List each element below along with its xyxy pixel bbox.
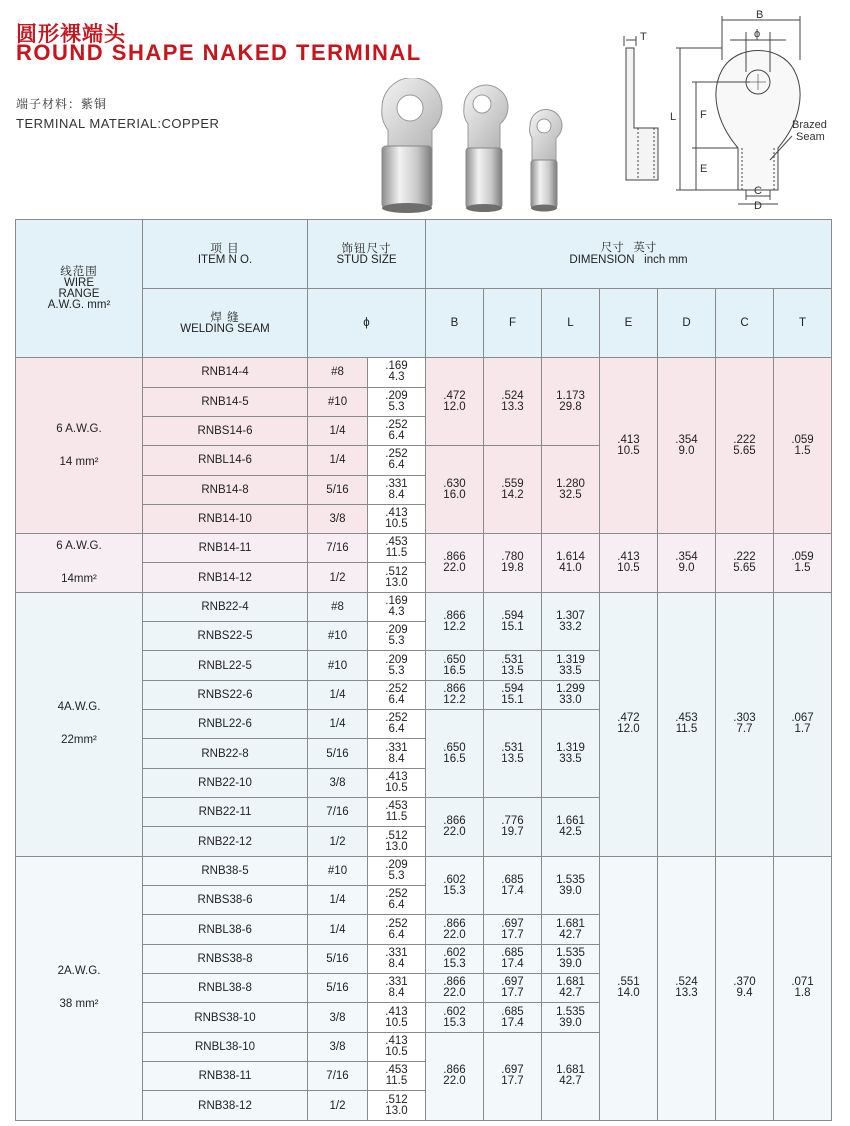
item-number: RNB14-12	[143, 563, 308, 592]
dim-b: .866 12.2	[426, 680, 484, 709]
wire-range-cell: 6 A.W.G. 14 mm²	[16, 358, 143, 534]
header-dimension: 尺寸 英寸 DIMENSION inch mm	[426, 220, 832, 289]
dim-f: .697 17.7	[484, 1032, 542, 1120]
terminal-photo	[360, 78, 580, 218]
dim-l: 1.535 39.0	[542, 856, 600, 915]
dim-f: .531 13.5	[484, 651, 542, 680]
stud-diameter: .252 6.4	[368, 915, 426, 944]
stud-size: #8	[308, 358, 368, 387]
stud-size: 5/16	[308, 475, 368, 504]
stud-size: 1/2	[308, 1091, 368, 1121]
dim-b: .602 15.3	[426, 1003, 484, 1032]
dim-t: .071 1.8	[774, 856, 832, 1120]
stud-diameter: .512 13.0	[368, 827, 426, 856]
dim-b: .650 16.5	[426, 651, 484, 680]
dim-b: .866 22.0	[426, 798, 484, 857]
dim-b: .630 16.0	[426, 446, 484, 534]
stud-size: #10	[308, 651, 368, 680]
dim-e: .413 10.5	[600, 358, 658, 534]
header-t: T	[774, 289, 832, 358]
stud-diameter: .252 6.4	[368, 446, 426, 475]
header-phi: ϕ	[308, 289, 426, 358]
stud-diameter: .209 5.3	[368, 387, 426, 416]
material-en: TERMINAL MATERIAL:COPPER	[16, 116, 220, 131]
dim-b: .866 22.0	[426, 534, 484, 593]
stud-size: #8	[308, 592, 368, 621]
item-number: RNBS22-5	[143, 622, 308, 651]
dim-l: 1.299 33.0	[542, 680, 600, 709]
dim-b: .866 22.0	[426, 1032, 484, 1120]
dim-f: .559 14.2	[484, 446, 542, 534]
stud-size: 1/4	[308, 915, 368, 944]
dim-f: .531 13.5	[484, 710, 542, 798]
dim-c: .222 5.65	[716, 358, 774, 534]
item-number: RNB14-8	[143, 475, 308, 504]
item-number: RNB38-5	[143, 856, 308, 885]
wire-range-cell: 6 A.W.G. 14mm²	[16, 534, 143, 593]
dim-l: 1.681 42.7	[542, 915, 600, 944]
dim-b: .866 12.2	[426, 592, 484, 651]
stud-diameter: .413 10.5	[368, 768, 426, 797]
dim-c: .222 5.65	[716, 534, 774, 593]
item-number: RNBL22-5	[143, 651, 308, 680]
dim-f: .685 17.4	[484, 1003, 542, 1032]
item-number: RNBS14-6	[143, 416, 308, 445]
stud-diameter: .252 6.4	[368, 416, 426, 445]
stud-diameter: .413 10.5	[368, 1003, 426, 1032]
label-phi: ϕ	[754, 28, 761, 40]
dim-t: .067 1.7	[774, 592, 832, 856]
stud-diameter: .252 6.4	[368, 886, 426, 915]
item-number: RNB38-12	[143, 1091, 308, 1121]
dim-b: .866 22.0	[426, 974, 484, 1003]
stud-diameter: .252 6.4	[368, 680, 426, 709]
item-number: RNBL38-8	[143, 974, 308, 1003]
dim-f: .524 13.3	[484, 358, 542, 446]
page-title: ROUND SHAPE NAKED TERMINAL	[16, 40, 422, 65]
stud-size: #10	[308, 387, 368, 416]
stud-size: 1/4	[308, 886, 368, 915]
dim-f: .685 17.4	[484, 944, 542, 973]
dim-l: 1.681 42.7	[542, 1032, 600, 1120]
label-d: D	[754, 200, 762, 210]
dim-b: .602 15.3	[426, 856, 484, 915]
label-seam: Seam	[796, 131, 825, 143]
stud-size: 1/2	[308, 563, 368, 592]
stud-diameter: .209 5.3	[368, 856, 426, 885]
dim-f: .697 17.7	[484, 974, 542, 1003]
item-number: RNB22-10	[143, 768, 308, 797]
label-e: E	[700, 163, 708, 175]
label-t: T	[640, 31, 647, 43]
header-welding-seam: 焊 缝 WELDING SEAM	[143, 289, 308, 358]
stud-size: 3/8	[308, 504, 368, 533]
dim-b: .602 15.3	[426, 944, 484, 973]
dim-e: .551 14.0	[600, 856, 658, 1120]
header-wire-range: 线范围 WIRE RANGE A.W.G. mm²	[16, 220, 143, 358]
item-number: RNBS38-10	[143, 1003, 308, 1032]
spec-table	[15, 219, 832, 1121]
item-number: RNBS22-6	[143, 680, 308, 709]
stud-size: 5/16	[308, 739, 368, 768]
stud-size: 3/8	[308, 1003, 368, 1032]
dim-l: 1.307 33.2	[542, 592, 600, 651]
dim-c: .303 7.7	[716, 592, 774, 856]
dim-f: .780 19.8	[484, 534, 542, 593]
wire-range-cell: 4A.W.G. 22mm²	[16, 592, 143, 856]
stud-diameter: .331 8.4	[368, 974, 426, 1003]
terminal-medium	[464, 85, 508, 212]
item-number: RNB14-10	[143, 504, 308, 533]
stud-size: 3/8	[308, 768, 368, 797]
stud-diameter: .209 5.3	[368, 622, 426, 651]
dim-t: .059 1.5	[774, 358, 832, 534]
table-row	[16, 358, 832, 387]
header-d: D	[658, 289, 716, 358]
dim-c: .370 9.4	[716, 856, 774, 1120]
stud-size: 1/4	[308, 446, 368, 475]
item-number: RNB22-11	[143, 798, 308, 827]
stud-size: 5/16	[308, 944, 368, 973]
stud-diameter: .413 10.5	[368, 1032, 426, 1061]
stud-size: 5/16	[308, 974, 368, 1003]
stud-diameter: .209 5.3	[368, 651, 426, 680]
item-number: RNB14-5	[143, 387, 308, 416]
label-l: L	[670, 111, 677, 123]
dim-f: .697 17.7	[484, 915, 542, 944]
dim-d: .354 9.0	[658, 534, 716, 593]
stud-size: 3/8	[308, 1032, 368, 1061]
dim-b: .472 12.0	[426, 358, 484, 446]
dim-d: .354 9.0	[658, 358, 716, 534]
dim-f: .685 17.4	[484, 856, 542, 915]
item-number: RNBS38-8	[143, 944, 308, 973]
stud-size: 1/4	[308, 680, 368, 709]
dim-f: .594 15.1	[484, 592, 542, 651]
item-number: RNBL14-6	[143, 446, 308, 475]
dim-l: 1.173 29.8	[542, 358, 600, 446]
item-number: RNBL38-6	[143, 915, 308, 944]
dim-l: 1.280 32.5	[542, 446, 600, 534]
stud-diameter: .252 6.4	[368, 710, 426, 739]
stud-diameter: .512 13.0	[368, 563, 426, 592]
stud-diameter: .453 11.5	[368, 798, 426, 827]
stud-size: 1/4	[308, 416, 368, 445]
dim-d: .453 11.5	[658, 592, 716, 856]
stud-diameter: .453 11.5	[368, 1062, 426, 1091]
dim-l: 1.661 42.5	[542, 798, 600, 857]
header-e: E	[600, 289, 658, 358]
item-number: RNB22-4	[143, 592, 308, 621]
header-l: L	[542, 289, 600, 358]
dim-l: 1.614 41.0	[542, 534, 600, 593]
item-number: RNBL38-10	[143, 1032, 308, 1061]
dim-e: .472 12.0	[600, 592, 658, 856]
label-f: F	[700, 109, 707, 121]
stud-diameter: .331 8.4	[368, 944, 426, 973]
dim-d: .524 13.3	[658, 856, 716, 1120]
stud-diameter: .169 4.3	[368, 592, 426, 621]
stud-diameter: .512 13.0	[368, 1091, 426, 1121]
label-b: B	[756, 10, 764, 21]
stud-diameter: .413 10.5	[368, 504, 426, 533]
dim-f: .594 15.1	[484, 680, 542, 709]
header-f: F	[484, 289, 542, 358]
dimension-drawing	[610, 10, 840, 210]
wire-range-cell: 2A.W.G. 38 mm²	[16, 856, 143, 1120]
label-brazed: Brazed	[792, 119, 827, 131]
item-number: RNB14-11	[143, 534, 308, 563]
header-item: 项 目 ITEM N O.	[143, 220, 308, 289]
header-c: C	[716, 289, 774, 358]
terminal-large	[382, 78, 442, 213]
dim-e: .413 10.5	[600, 534, 658, 593]
terminal-small	[530, 110, 562, 212]
item-number: RNB22-8	[143, 739, 308, 768]
dim-b: .866 22.0	[426, 915, 484, 944]
stud-size: #10	[308, 622, 368, 651]
page-title-cn: 圆形裸端头	[16, 23, 126, 46]
item-number: RNB22-12	[143, 827, 308, 856]
stud-diameter: .169 4.3	[368, 358, 426, 387]
stud-diameter: .331 8.4	[368, 739, 426, 768]
label-c: C	[754, 185, 762, 197]
stud-size: 1/4	[308, 710, 368, 739]
stud-diameter: .453 11.5	[368, 534, 426, 563]
dim-l: 1.319 33.5	[542, 710, 600, 798]
table-row	[16, 534, 832, 563]
header-b: B	[426, 289, 484, 358]
stud-diameter: .331 8.4	[368, 475, 426, 504]
dim-l: 1.681 42.7	[542, 974, 600, 1003]
table-row	[16, 856, 832, 885]
item-number: RNB38-11	[143, 1062, 308, 1091]
stud-size: #10	[308, 856, 368, 885]
stud-size: 1/2	[308, 827, 368, 856]
dim-l: 1.319 33.5	[542, 651, 600, 680]
item-number: RNBL22-6	[143, 710, 308, 739]
material-cn: 端子材料：紫铜	[16, 97, 108, 111]
dim-f: .776 19.7	[484, 798, 542, 857]
stud-size: 7/16	[308, 534, 368, 563]
table-row	[16, 592, 832, 621]
dim-l: 1.535 39.0	[542, 944, 600, 973]
dim-l: 1.535 39.0	[542, 1003, 600, 1032]
dim-t: .059 1.5	[774, 534, 832, 593]
header-stud: 饰钮尺寸 STUD SIZE	[308, 220, 426, 289]
stud-size: 7/16	[308, 798, 368, 827]
dim-b: .650 16.5	[426, 710, 484, 798]
item-number: RNB14-4	[143, 358, 308, 387]
item-number: RNBS38-6	[143, 886, 308, 915]
stud-size: 7/16	[308, 1062, 368, 1091]
